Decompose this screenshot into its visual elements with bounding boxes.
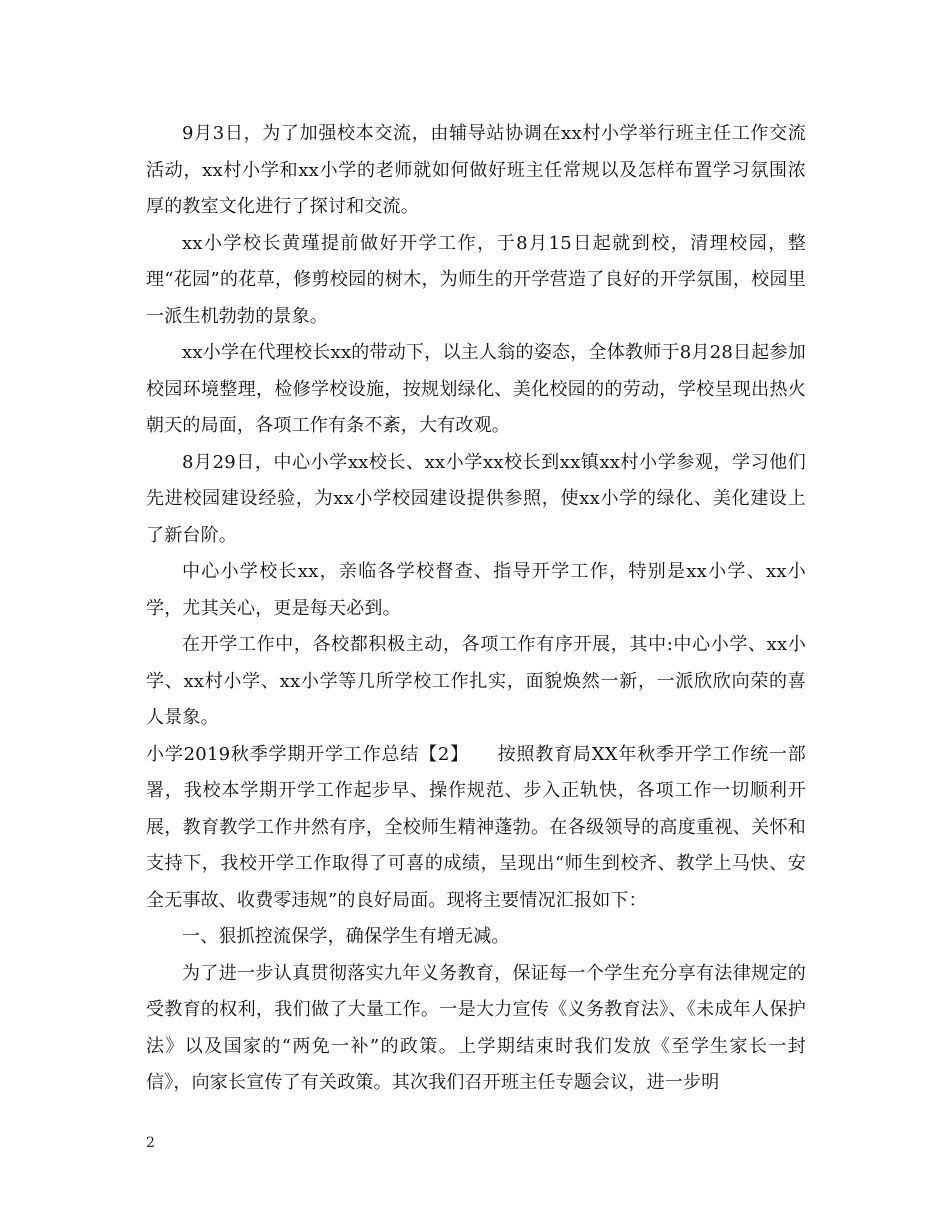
paragraph-2: xx小学校长黄瑾提前做好开学工作，于8月15日起就到校，清理校园，整理“花园”的花草，修剪校园的树木，为师生的开学营造了良好的开学氛围，校园里一派生机勃勃的景象。: [146, 232, 806, 327]
paragraph-6: 在开学工作中，各校都积极主动，各项工作有序开展，其中:中心小学、xx小学、xx村小学、xx小学等几所学校工作扎实，面貌焕然一新，一派欣欣向荣的喜人景象。: [146, 634, 806, 728]
paragraph-9: 为了进一步认真贯彻落实九年义务教育，保证每一个学生充分享有法律规定的受教育的权利，我们做了大量工作。一是大力宣传《义务教育法》、《未成年人保护法》以及国家的“两免一补”的政策。上学期结束时我们发放《至学生家长一封信》，向家长宣传了有关政策。其次我们召开班主任专题会议，进一步明: [146, 962, 806, 1093]
page-number: 2: [146, 1135, 155, 1151]
section-heading: 一、狠抓控流保学，确保学生有增无减。: [182, 926, 510, 947]
paragraph-1: 9月3日，为了加强校本交流，由辅导站协调在xx村小学举行班主任工作交流活动，xx村小学和xx小学的老师就如何做好班主任常规以及怎样布置学习氛围浓厚的教室文化进行了探讨和交流。: [146, 123, 806, 217]
paragraph-3: xx小学在代理校长xx的带动下，以主人翁的姿态，全体教师于8月28日起参加校园环境整理，检修学校设施，按规划绿化、美化校园的的劳动，学校呈现出热火朝天的局面，各项工作有条不紊，大有改观。: [146, 342, 806, 436]
section-title-paragraph: 小学2019秋季学期开学工作总结【2】 按照教育局XX年秋季开学工作统一部署，我校本学期开学工作起步早、操作规范、步入正轨快，各项工作一切顺利开展，教育教学工作井然有序，全校师生精神蓬勃。在各级领导的高度重视、关怀和支持下，我校开学工作取得了可喜的成绩，呈现出“师生到校齐、教学上马快、安全无事故、收费零违规”的良好局面。现将主要情况汇报如下：: [146, 743, 806, 911]
document-body: [146, 116, 806, 1102]
paragraph-4: 8月29日，中心小学xx校长、xx小学xx校长到xx镇xx村小学参观，学习他们先进校园建设经验，为xx小学校园建设提供参照，使xx小学的绿化、美化建设上了新台阶。: [146, 451, 806, 546]
paragraph-5: 中心小学校长xx，亲临各学校督查、指导开学工作，特别是xx小学、xx小学，尤其关心，更是每天必到。: [146, 561, 806, 619]
